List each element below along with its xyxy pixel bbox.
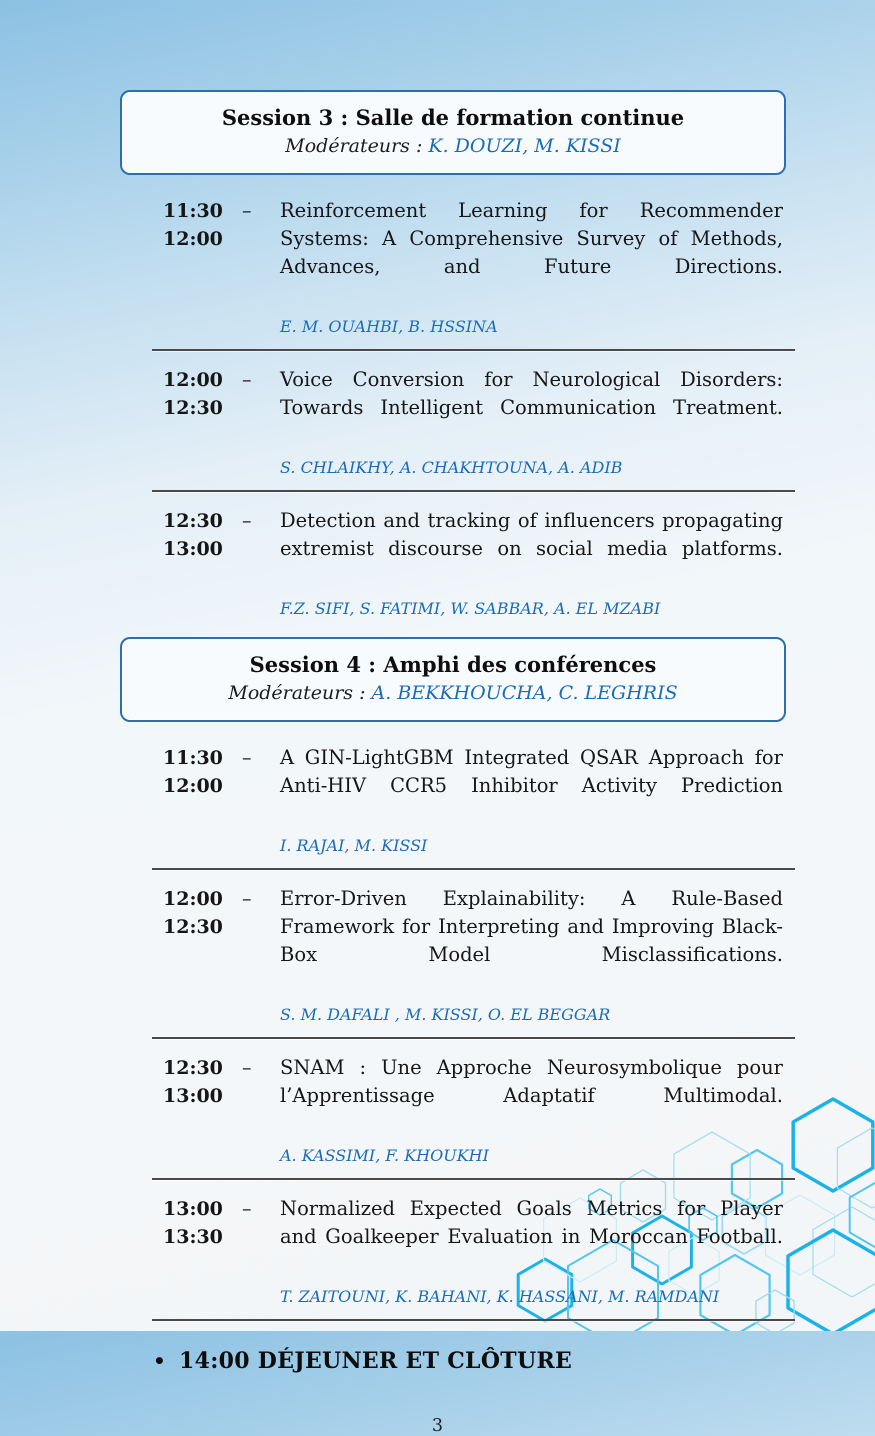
session-4-header-box <box>120 637 786 722</box>
time-dash: – <box>242 1198 252 1220</box>
time-dash: – <box>242 1057 252 1079</box>
talk-row <box>152 1040 783 1138</box>
talk-title: Reinforcement Learning for Recommender Systems: A Comprehensive Survey of Methods, Advances, and Future Directions. <box>280 199 783 278</box>
session-3-talks <box>0 183 875 619</box>
talk-time-range: 12:30 13:00 <box>163 1057 223 1107</box>
time-dash: – <box>242 888 252 910</box>
talk-row <box>152 871 783 997</box>
moderators-label: Modérateurs : <box>285 135 429 157</box>
talk-time-range: 12:00 12:30 <box>163 888 223 938</box>
talk-authors: S. CHLAIKHY, A. CHAKHTOUNA, A. ADIB <box>280 458 623 477</box>
talk-authors: S. M. DAFALI , M. KISSI, O. EL BEGGAR <box>280 1005 611 1024</box>
talk-title: A GIN-LightGBM Integrated QSAR Approach for Anti-HIV CCR5 Inhibitor Activity Prediction <box>280 746 783 797</box>
time-dash: – <box>242 369 252 391</box>
page-number: 3 <box>431 1416 444 1436</box>
talk-authors: A. KASSIMI, F. KHOUKHI <box>280 1146 489 1165</box>
talk-row <box>152 493 783 591</box>
session-4-moderators <box>136 680 770 706</box>
talk-title: Voice Conversion for Neurological Disorders: Towards Intelligent Communication Treatment. <box>280 368 783 419</box>
talk-title: Normalized Expected Goals Metrics for Player and Goalkeeper Evaluation in Moroccan Football. <box>280 1197 783 1248</box>
talk-row <box>152 183 783 309</box>
session-3-moderators <box>136 133 770 159</box>
session-4-talks <box>0 730 875 1322</box>
moderators-names: A. BEKKHOUCHA, C. LEGHRIS <box>371 682 678 704</box>
talk-authors: I. RAJAI, M. KISSI <box>280 836 428 855</box>
talk-time-range: 13:00 13:30 <box>163 1198 223 1248</box>
moderators-label: Modérateurs : <box>228 682 372 704</box>
session-3-header-box <box>120 90 786 175</box>
talk-title: Error-Driven Explainability: A Rule-Based Framework for Interpreting and Improving Black-Box Model Misclassifications. <box>280 887 783 966</box>
talk-row <box>152 352 783 450</box>
bullet-icon: • <box>153 1349 167 1373</box>
talk-time-range: 12:30 13:00 <box>163 510 223 560</box>
closing-item-label: 14:00 DÉJEUNER ET CLÔTURE <box>179 1348 573 1374</box>
time-dash: – <box>242 200 252 222</box>
talk-time-range: 11:30 12:00 <box>163 747 223 797</box>
talk-authors: T. ZAITOUNI, K. BAHANI, K. HASSANI, M. RAMDANI <box>280 1287 720 1306</box>
talk-time-range: 12:00 12:30 <box>163 369 223 419</box>
talk-row <box>152 1181 783 1279</box>
talk-time-range: 11:30 12:00 <box>163 200 223 250</box>
session-3-title: Session 3 : Salle de formation continue <box>221 105 685 130</box>
session-4-title: Session 4 : Amphi des conférences <box>249 652 657 677</box>
closing-item <box>153 1348 875 1374</box>
separator-line <box>152 1319 795 1322</box>
talk-authors: F.Z. SIFI, S. FATIMI, W. SABBAR, A. EL MZABI <box>280 599 661 618</box>
talk-title: SNAM : Une Approche Neurosymbolique pour l’Apprentissage Adaptatif Multimodal. <box>280 1056 783 1107</box>
moderators-names: K. DOUZI, M. KISSI <box>428 135 621 157</box>
talk-title: Detection and tracking of influencers propagating extremist discourse on social media platforms. <box>280 509 783 560</box>
talk-authors: E. M. OUAHBI, B. HSSINA <box>280 317 498 336</box>
talk-row <box>152 730 783 828</box>
time-dash: – <box>242 510 252 532</box>
time-dash: – <box>242 747 252 769</box>
